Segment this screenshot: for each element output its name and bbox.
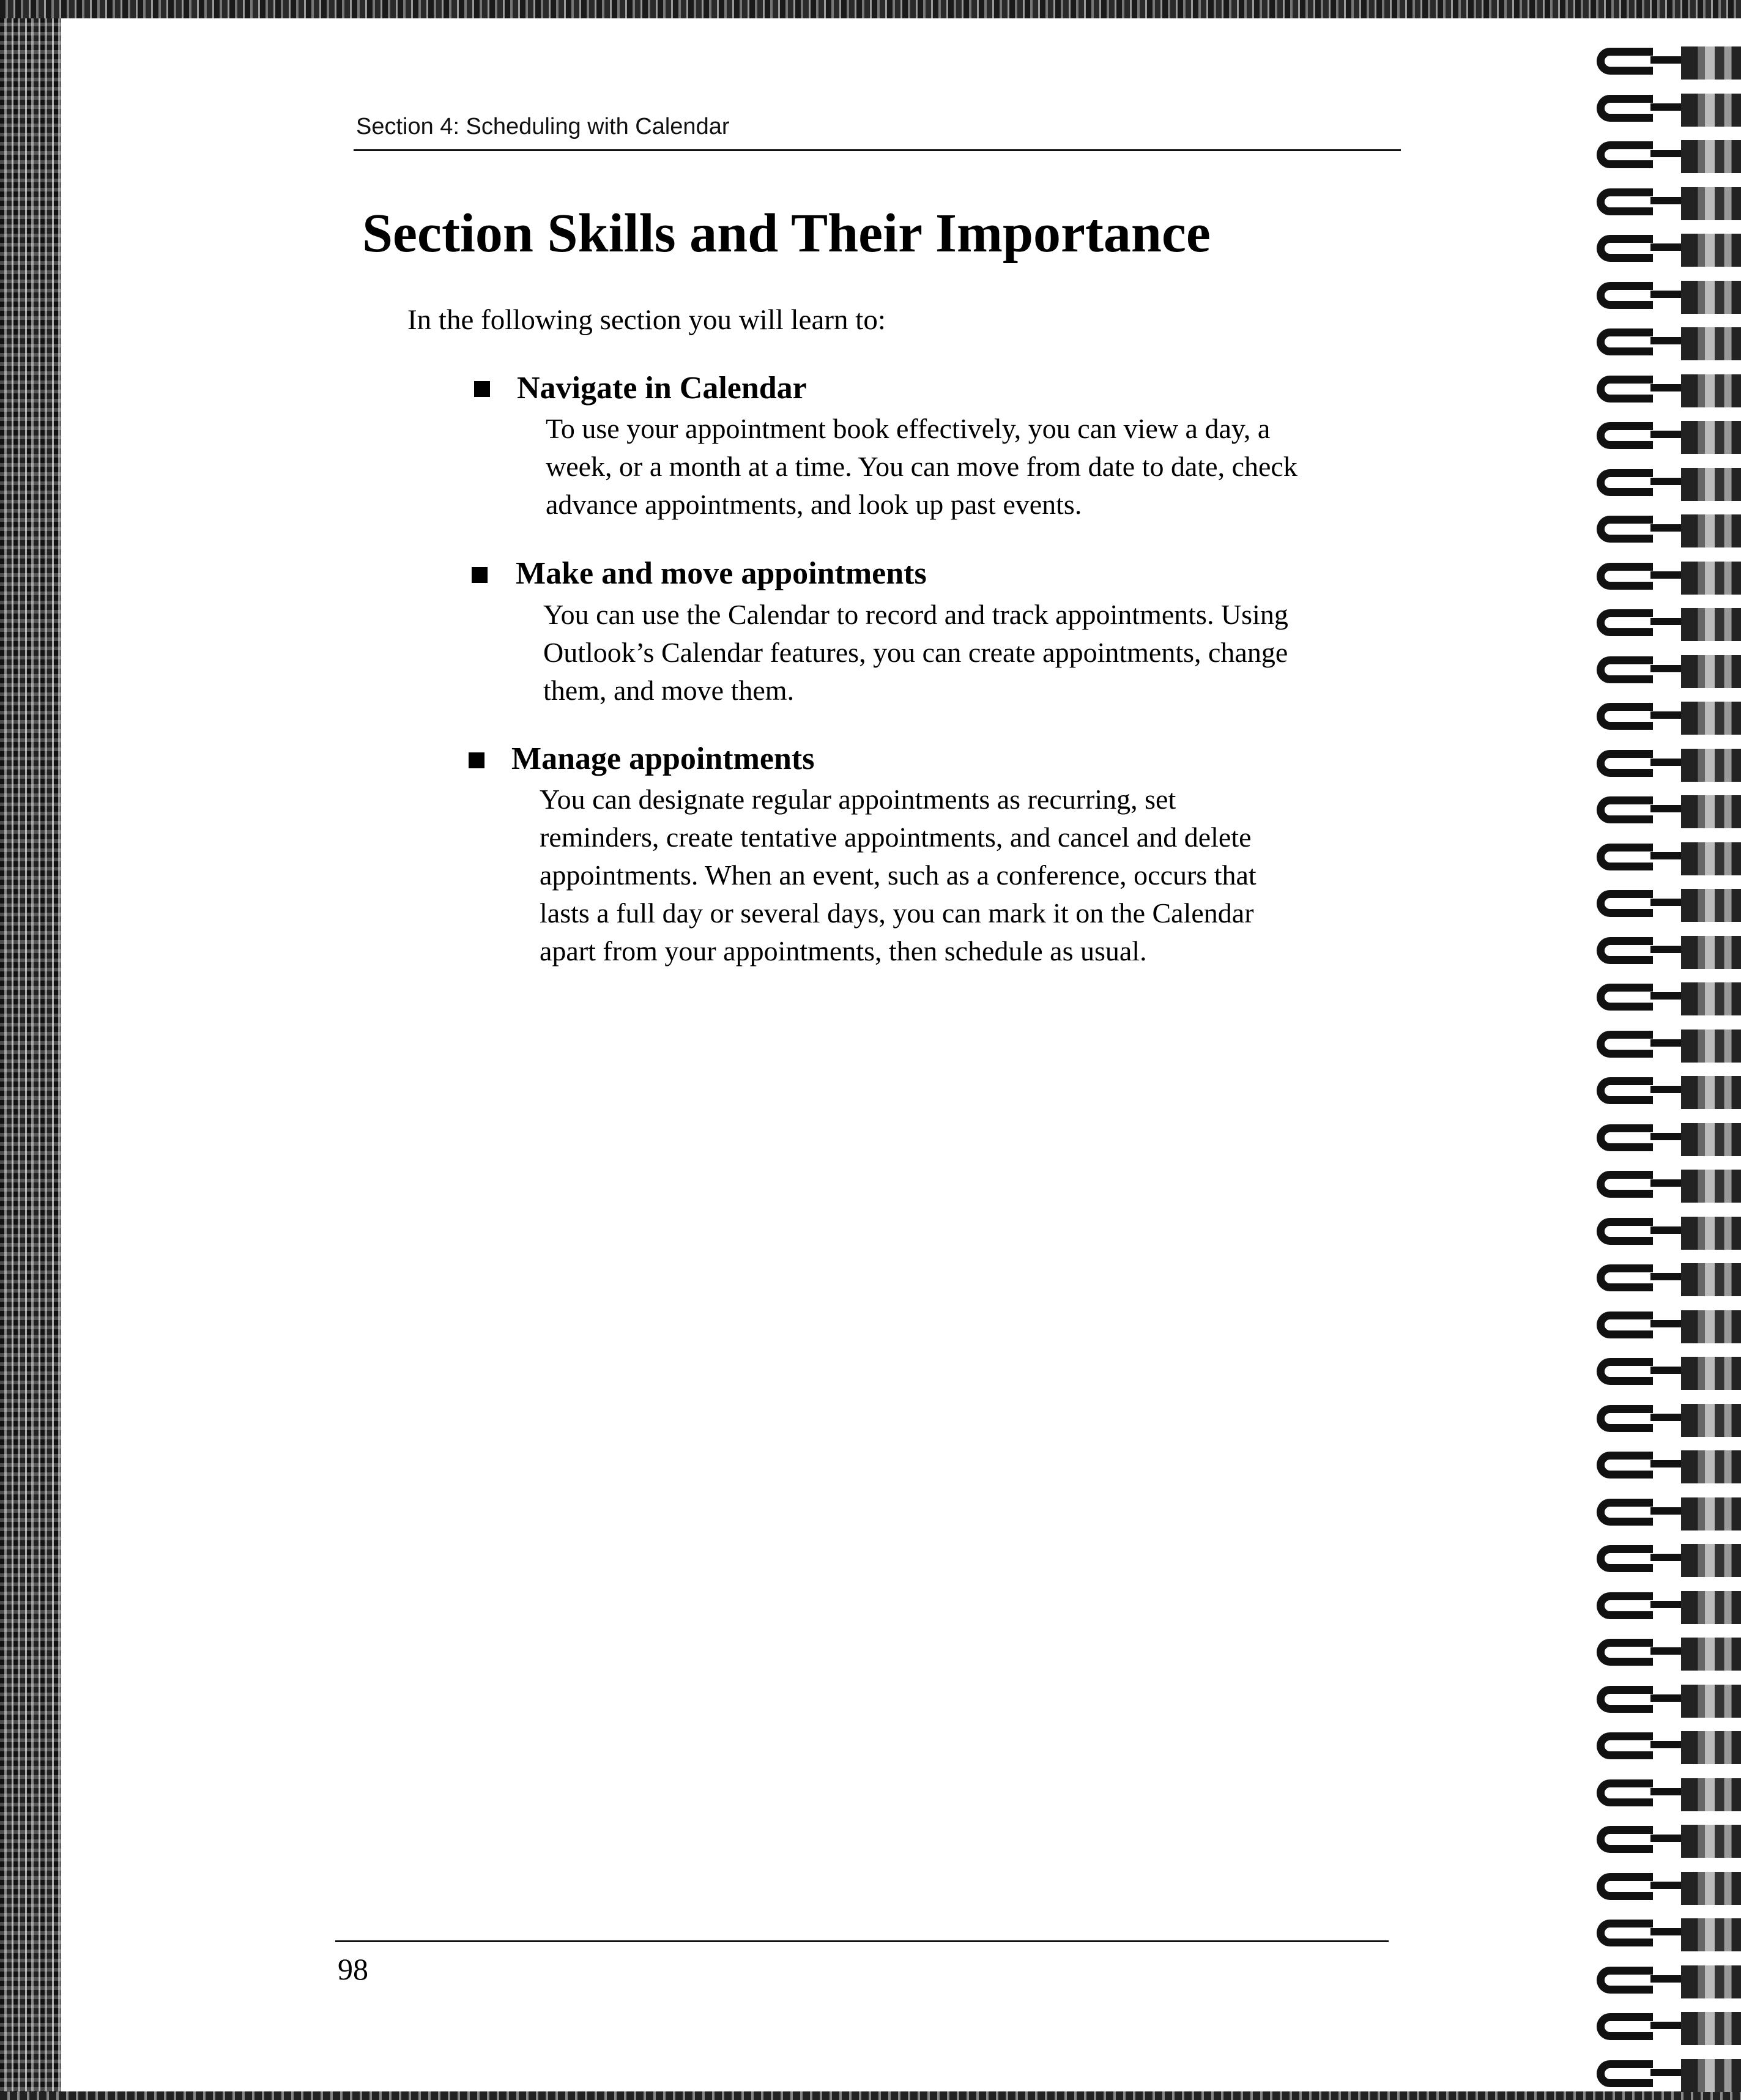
spiral-coil [1597, 698, 1741, 738]
coil-block [1681, 1497, 1741, 1530]
spiral-coil [1597, 277, 1741, 317]
running-header: Section 4: Scheduling with Calendar [356, 114, 730, 139]
spiral-coil [1597, 839, 1741, 879]
coil-hook [1597, 1124, 1653, 1151]
coil-block [1681, 608, 1741, 641]
description-line: You can designate regular appointments as recurring, set [540, 784, 1176, 815]
skill-heading: Navigate in Calendar [517, 371, 807, 406]
coil-block [1681, 562, 1741, 595]
description-line: apart from your appointments, then schedule as usual. [540, 935, 1147, 967]
coil-block [1681, 1918, 1741, 1951]
spiral-coil [1597, 1727, 1741, 1768]
coil-hook [1597, 1967, 1653, 1994]
coil-block [1681, 1357, 1741, 1390]
coil-hook [1597, 796, 1653, 823]
coil-block [1681, 374, 1741, 407]
spiral-coil [1597, 651, 1741, 692]
spiral-coil [1597, 184, 1741, 224]
spiral-coil [1597, 90, 1741, 130]
coil-hook [1597, 1171, 1653, 1198]
coil-hook [1597, 750, 1653, 777]
spiral-coil [1597, 885, 1741, 926]
page-title: Section Skills and Their Importance [362, 203, 1211, 264]
spiral-coil [1597, 2008, 1741, 2049]
spiral-coil [1597, 604, 1741, 645]
coil-block [1681, 187, 1741, 220]
coil-hook [1597, 609, 1653, 636]
coil-block [1681, 234, 1741, 267]
spiral-coil [1597, 1915, 1741, 1955]
coil-block [1681, 514, 1741, 547]
spiral-coil [1597, 1026, 1741, 1066]
scan-border-top [0, 0, 1741, 18]
coil-hook [1597, 1452, 1653, 1479]
coil-hook [1597, 703, 1653, 730]
spiral-coil [1597, 1962, 1741, 2002]
coil-block [1681, 1825, 1741, 1858]
footer-rule [335, 1940, 1389, 1942]
coil-block [1681, 1170, 1741, 1203]
coil-hook [1597, 422, 1653, 449]
spiral-coil [1597, 511, 1741, 551]
coil-hook [1597, 1077, 1653, 1104]
coil-hook [1597, 1358, 1653, 1385]
coil-block [1681, 749, 1741, 782]
coil-block [1681, 327, 1741, 360]
coil-block [1681, 94, 1741, 127]
coil-block [1681, 1778, 1741, 1811]
spiral-coil [1597, 792, 1741, 832]
coil-hook [1597, 2060, 1653, 2087]
scan-border-left [0, 0, 61, 2100]
coil-hook [1597, 469, 1653, 496]
coil-block [1681, 1731, 1741, 1764]
description-line: Outlook’s Calendar features, you can create appointments, change [543, 637, 1288, 668]
skill-description [546, 410, 1297, 524]
coil-hook [1597, 1031, 1653, 1058]
spiral-coil [1597, 136, 1741, 177]
coil-block [1681, 1544, 1741, 1577]
coil-hook [1597, 890, 1653, 917]
coil-hook [1597, 1592, 1653, 1619]
spiral-coil [1597, 1072, 1741, 1113]
description-line: week, or a month at a time. You can move from date to date, check [546, 451, 1297, 482]
description-line: advance appointments, and look up past events. [546, 489, 1082, 520]
coil-hook [1597, 1312, 1653, 1338]
description-line: reminders, create tentative appointments, and cancel and delete [540, 822, 1252, 853]
description-line: lasts a full day or several days, you can mark it on the Calendar [540, 897, 1254, 929]
spiral-coil [1597, 230, 1741, 270]
spiral-coil [1597, 1587, 1741, 1628]
coil-block [1681, 1123, 1741, 1156]
coil-hook [1597, 1218, 1653, 1245]
spiral-coil [1597, 1213, 1741, 1253]
header-rule [354, 149, 1401, 151]
coil-hook [1597, 1264, 1653, 1291]
coil-hook [1597, 1545, 1653, 1572]
spiral-coil [1597, 1775, 1741, 1815]
spiral-coil [1597, 464, 1741, 505]
spiral-coil [1597, 417, 1741, 458]
spiral-coil [1597, 2055, 1741, 2096]
coil-block [1681, 46, 1741, 80]
spiral-coil [1597, 1868, 1741, 1909]
spiral-coil [1597, 1260, 1741, 1300]
coil-block [1681, 2059, 1741, 2092]
spiral-coil [1597, 43, 1741, 83]
coil-hook [1597, 141, 1653, 168]
skill-description [540, 781, 1257, 970]
coil-block [1681, 1404, 1741, 1437]
coil-hook [1597, 844, 1653, 870]
coil-hook [1597, 328, 1653, 355]
spiral-coil [1597, 1634, 1741, 1674]
coil-block [1681, 889, 1741, 922]
spiral-coil [1597, 1447, 1741, 1487]
coil-hook [1597, 282, 1653, 309]
skill-heading: Make and move appointments [516, 556, 927, 591]
coil-hook [1597, 1873, 1653, 1900]
coil-block [1681, 468, 1741, 501]
coil-block [1681, 1965, 1741, 1998]
spiral-coil [1597, 1400, 1741, 1441]
coil-block [1681, 1263, 1741, 1296]
coil-hook [1597, 48, 1653, 75]
coil-hook [1597, 1405, 1653, 1432]
coil-block [1681, 1076, 1741, 1109]
page-number: 98 [338, 1952, 368, 1986]
coil-hook [1597, 1732, 1653, 1759]
coil-hook [1597, 235, 1653, 262]
coil-block [1681, 1030, 1741, 1063]
skill-heading: Manage appointments [511, 741, 815, 776]
coil-block [1681, 1217, 1741, 1250]
coil-hook [1597, 376, 1653, 403]
bullet-square-icon [474, 381, 490, 397]
coil-hook [1597, 1639, 1653, 1666]
coil-hook [1597, 937, 1653, 964]
intro-text: In the following section you will learn to: [407, 304, 886, 336]
coil-hook [1597, 1499, 1653, 1526]
spiral-coil [1597, 745, 1741, 785]
coil-block [1681, 1310, 1741, 1343]
coil-block [1681, 421, 1741, 454]
spiral-coil [1597, 1119, 1741, 1160]
coil-block [1681, 936, 1741, 969]
coil-hook [1597, 516, 1653, 543]
spiral-coil [1597, 1353, 1741, 1393]
coil-block [1681, 1450, 1741, 1483]
coil-hook [1597, 1779, 1653, 1806]
bullet-square-icon [472, 567, 488, 583]
coil-hook [1597, 95, 1653, 122]
coil-hook [1597, 656, 1653, 683]
spiral-coil [1597, 979, 1741, 1019]
spiral-coil [1597, 1166, 1741, 1206]
coil-block [1681, 1685, 1741, 1718]
spiral-coil [1597, 371, 1741, 411]
coil-hook [1597, 1826, 1653, 1853]
spiral-coil [1597, 1307, 1741, 1347]
coil-hook [1597, 2013, 1653, 2040]
coil-block [1681, 795, 1741, 828]
description-line: You can use the Calendar to record and track appointments. Using [543, 599, 1288, 630]
coil-hook [1597, 1686, 1653, 1713]
coil-block [1681, 982, 1741, 1015]
spiral-binding [1597, 18, 1741, 2091]
description-line: appointments. When an event, such as a conference, occurs that [540, 859, 1257, 891]
spiral-coil [1597, 324, 1741, 364]
coil-hook [1597, 1920, 1653, 1946]
coil-hook [1597, 188, 1653, 215]
coil-block [1681, 281, 1741, 314]
coil-block [1681, 702, 1741, 735]
coil-block [1681, 2012, 1741, 2045]
bullet-square-icon [469, 752, 484, 768]
spiral-coil [1597, 1540, 1741, 1581]
coil-block [1681, 842, 1741, 875]
coil-hook [1597, 563, 1653, 590]
scan-border-bottom [0, 2091, 1741, 2100]
coil-block [1681, 1872, 1741, 1905]
coil-hook [1597, 984, 1653, 1011]
spiral-coil [1597, 932, 1741, 973]
coil-block [1681, 1591, 1741, 1624]
coil-block [1681, 1638, 1741, 1671]
spiral-coil [1597, 1821, 1741, 1861]
description-line: them, and move them. [543, 675, 795, 706]
spiral-coil [1597, 1494, 1741, 1534]
coil-block [1681, 140, 1741, 173]
coil-block [1681, 655, 1741, 688]
description-line: To use your appointment book effectively, you can view a day, a [546, 413, 1271, 444]
spiral-coil [1597, 1681, 1741, 1721]
skill-description [543, 596, 1288, 710]
spiral-coil [1597, 558, 1741, 598]
